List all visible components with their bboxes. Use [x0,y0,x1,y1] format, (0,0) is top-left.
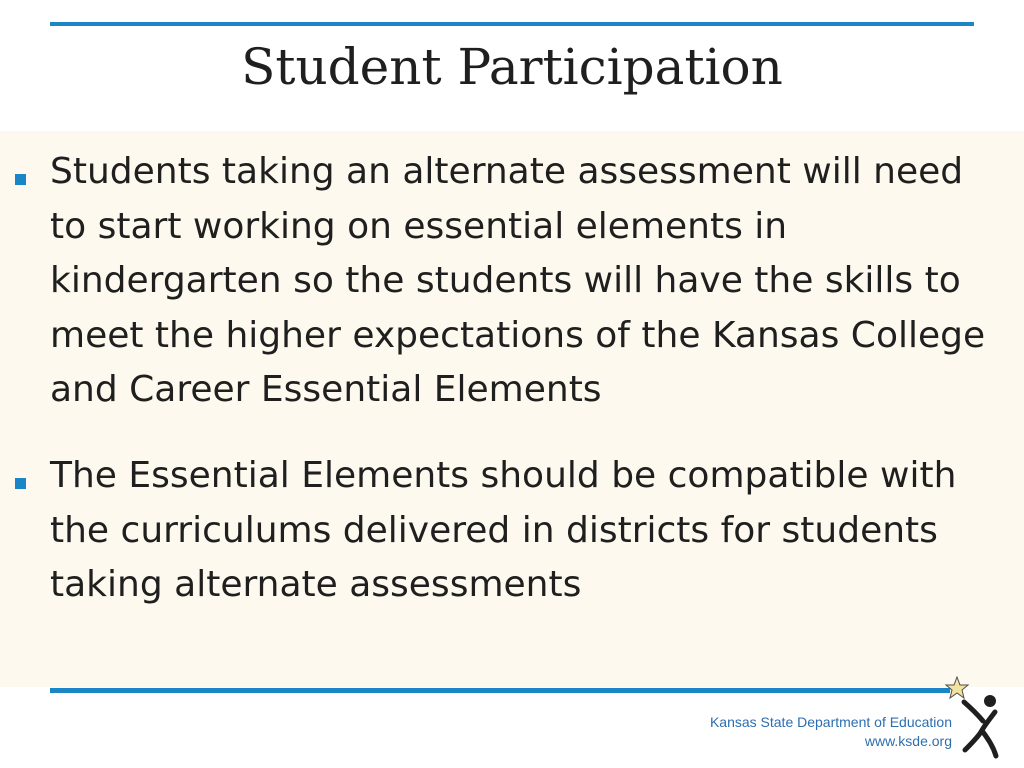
square-bullet-icon [15,478,26,489]
organization-name: Kansas State Department of Education [709,714,952,730]
slide-title: Student Participation [241,38,783,96]
footer-branding [710,713,952,751]
bullet-text: The Essential Elements should be compatible with the curriculums delivered in districts for students taking alternate assessments [50,455,957,605]
top-divider [50,22,974,26]
bullet-item [0,449,1024,619]
bullet-text: Students taking an alternate assessment will need to start working on essential elements in kindergarten so the students will have the skills to meet the higher expectations of the Kansas College and Career Essential Elements [50,151,986,410]
content-panel [0,131,1024,687]
ksde-logo-icon [944,676,1004,760]
square-bullet-icon [15,174,26,185]
bullet-item [0,145,1024,425]
bottom-divider [50,688,950,693]
website-link[interactable]: www.ksde.org [864,733,952,749]
